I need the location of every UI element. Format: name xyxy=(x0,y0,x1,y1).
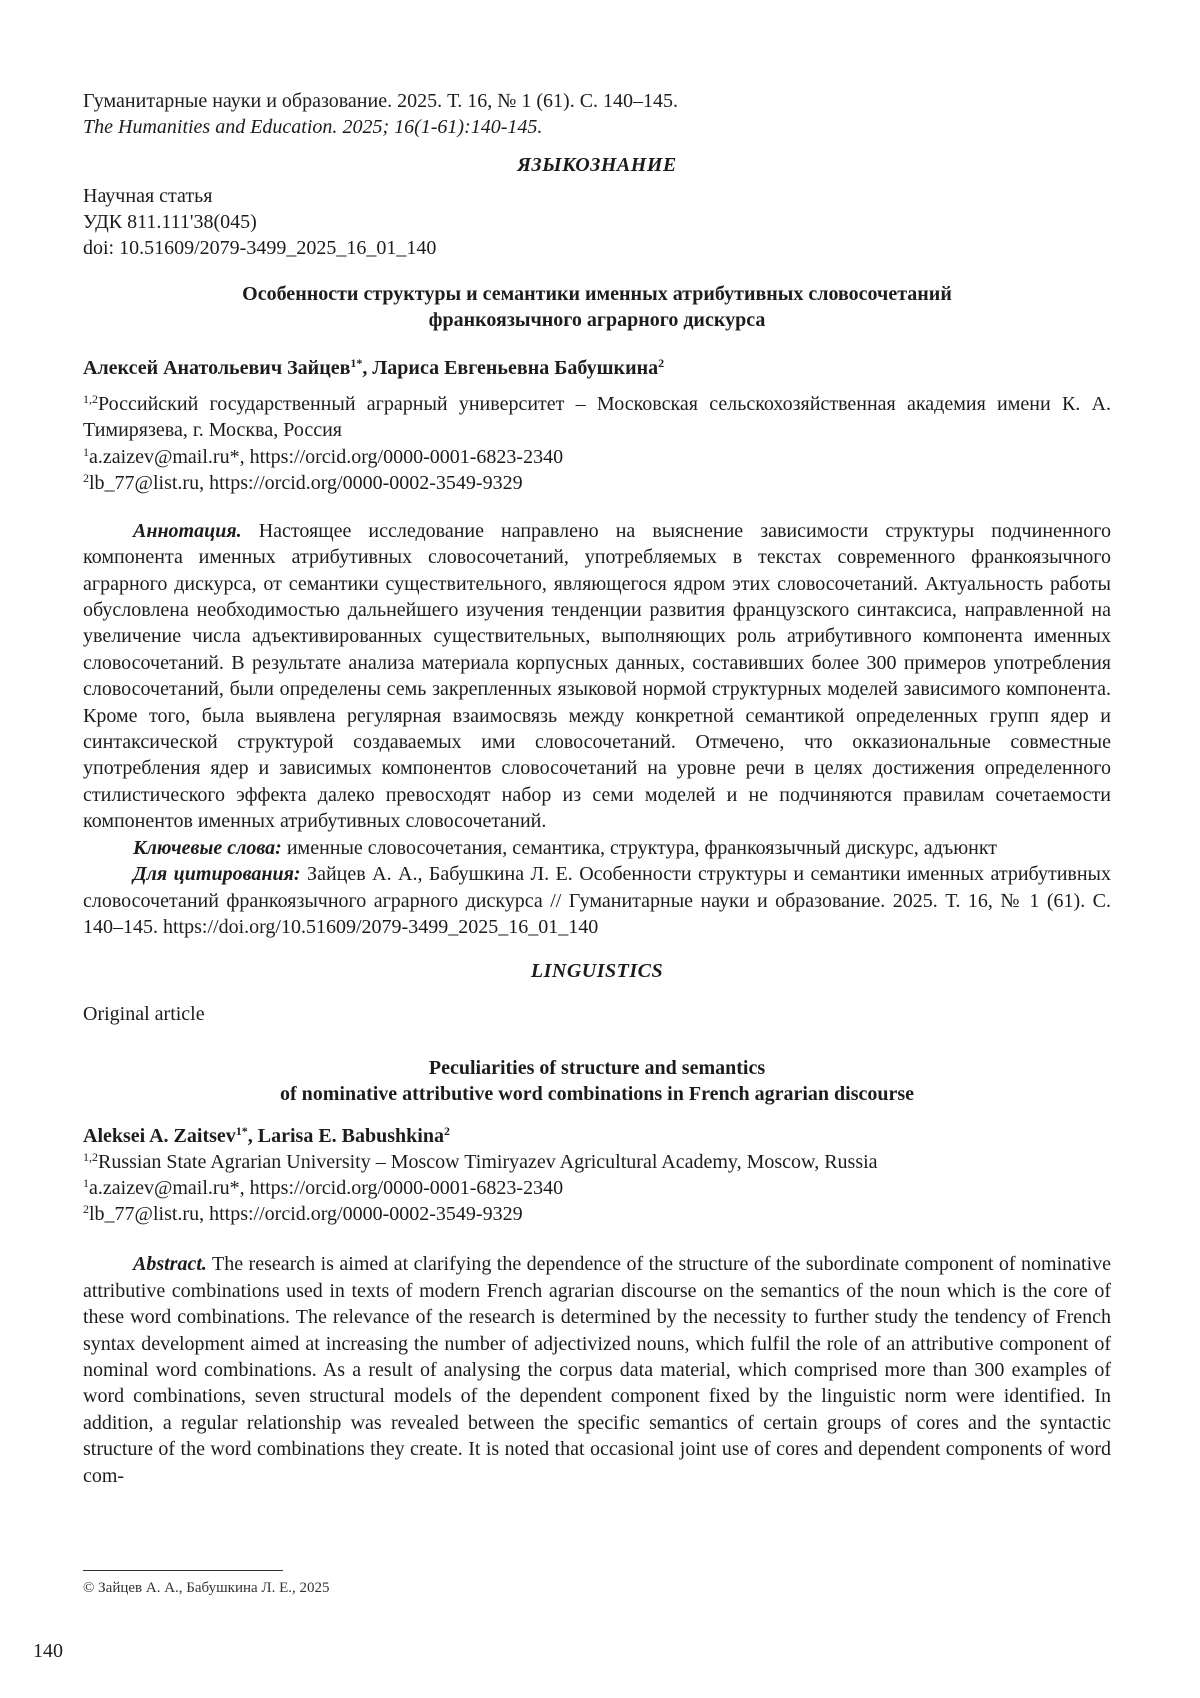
author-2-en: Larisa E. Babushkina xyxy=(257,1125,444,1148)
abstract-ru xyxy=(83,518,1111,835)
author-1-en: Aleksei A. Zaitsev xyxy=(83,1125,236,1148)
copyright-footnote: © Зайцев А. А., Бабушкина Л. Е., 2025 xyxy=(83,1580,330,1596)
affiliation-text: Российский государственный аграрный университет – Московская сельскохозяйственная академия имени К. А. Тимирязева, г. Москва, Россия xyxy=(83,393,1111,442)
email-1-en: $^1$a.zaizev@mail.ru*, https://orcid.org/0000-0001-6823-2340 xyxy=(83,1176,564,1200)
abstract-label-ru: Аннотация. xyxy=(133,519,242,542)
citation-text-ru: Зайцев А. А., Бабушкина Л. Е. Особенности структуры и семантики именных атрибутивных словосочетаний франкоязычного аграрного дискурса // Гуманитарные науки и образование. 2025. Т. 16, № 1 (61). С. 140–145. https://doi.org/10.51609/2079-3499_2025_16_01_140 xyxy=(83,863,1111,938)
citation-ru xyxy=(83,861,1111,940)
keywords-ru xyxy=(83,835,1111,861)
affiliation-ru xyxy=(83,391,1111,444)
article-page xyxy=(83,88,1111,1489)
email-2-en: $^2$lb_77@list.ru, https://orcid.org/0000-0002-3549-9329 xyxy=(83,1202,523,1226)
keywords-text-ru: именные словосочетания, семантика, структура, франкоязычный дискурс, адъюнкт xyxy=(286,836,998,859)
title-ru-line-1: Особенности структуры и семантики именных атрибутивных словосочетаний xyxy=(242,283,952,305)
abstract-text-ru: Настоящее исследование направлено на выяснение зависимости структуры подчиненного компонента именных атрибутивных словосочетаний, употребляемых в текстах современного франкоязычного аграрного дискурса, от семантики существительного, являющегося ядром этих словосочетаний. Актуальность работы обусловлена необходимостью дальнейшего изучения тенденции развития французского синтаксиса, направленной на увеличение числа адъективированных существительных, выполняющих роль атрибутивного компонента именных словосочетаний. В результате анализа материала корпусных данных, составивших более 300 примеров употребления словосочетаний, были определены семь закрепленных языковой нормой структурных моделей зависимого компонента. Кроме того, была выявлена регулярная взаимосвязь между конкретной семантикой определенных групп ядер и синтаксической структурой создаваемых ими словосочетаний. Отмечено, что окказиональные совместные употребления ядер и зависимых компонентов словосочетаний на уровне речи в целях достижения определенного стилистического эффекта далеко превосходят набор из семи моделей и не подчиняются правилам сочетаемости компонентов именных атрибутивных словосочетаний. xyxy=(83,519,1112,833)
journal-name-en: The Humanities and Education. xyxy=(83,116,338,138)
email-1-ru: $^1$a.zaizev@mail.ru*, https://orcid.org/0000-0001-6823-2340 xyxy=(83,444,564,468)
affiliation-sup: 1,2 xyxy=(83,392,98,406)
section-heading-en: LINGUISTICS xyxy=(530,960,664,983)
title-ru-line-2: франкоязычного аграрного дискурса xyxy=(428,309,766,331)
article-type-en: Original article xyxy=(83,1003,205,1026)
article-type-ru: Научная статья xyxy=(83,185,213,207)
email-2-ru: $^2$lb_77@list.ru, https://orcid.org/0000-0002-3549-9329 xyxy=(83,470,523,494)
authors-en: Aleksei A. Zaitsev$^{1*}$, Larisa E. Babushkina$^2$ xyxy=(83,1124,450,1148)
title-en-line-2: of nominative attributive word combinations in French agrarian discourse xyxy=(279,1083,915,1106)
article-title-ru xyxy=(83,281,1111,333)
author-2-sup: 2 xyxy=(658,356,665,370)
keywords-label-ru: Ключевые слова: xyxy=(133,836,282,859)
footnote-divider xyxy=(83,1570,283,1571)
title-en-line-1: Peculiarities of structure and semantics xyxy=(428,1057,766,1080)
affiliation-en: $^{1,2}$Russian State Agrarian University – Moscow Timiryazev Agricultural Academy, Moscow, Russia xyxy=(83,1150,878,1174)
journal-citation-ru: Гуманитарные науки и образование. 2025. Т. 16, № 1 (61). С. 140–145. xyxy=(83,90,679,112)
page-number: 140 xyxy=(33,1640,63,1662)
journal-citation-en xyxy=(83,114,1111,140)
abstract-en xyxy=(83,1251,1111,1489)
abstract-label-en: Abstract. xyxy=(133,1253,207,1276)
citation-label-ru: Для цитирования: xyxy=(133,863,301,886)
author-1-sup: 1* xyxy=(350,356,363,370)
author-2-ru: Лариса Евгеньевна Бабушкина xyxy=(372,357,659,379)
authors-ru: Алексей Анатольевич Зайцев$^{1*}$, Лариса Евгеньевна Бабушкина$^2$ xyxy=(83,356,665,379)
section-heading-ru: ЯЗЫКОЗНАНИЕ xyxy=(517,154,677,176)
journal-issue-en: 2025; 16(1-61):140-145. xyxy=(337,116,543,138)
article-title-en xyxy=(83,1055,1111,1107)
udc-code: УДК 811.111'38(045) xyxy=(83,211,257,233)
abstract-text-en: The research is aimed at clarifying the dependence of the structure of the subordinate component of nominative attributive combinations used in texts of modern French agrarian discourse on the semantics of the noun which is the core of these word combinations. The relevance of the research is determined by the necessity to further study the tendency of French syntax development aimed at increasing the number of adjectivized nouns, which fulfil the role of an attributive component of nominal word combinations. As a result of analysing the corpus data material, which comprised more than 300 examples of word combinations, seven structural models of the dependent component fixed by the linguistic norm were identified. In addition, a regular relationship was revealed between the specific semantics of certain groups of cores and the syntactic structure of the word combinations they create. It is noted that occasional joint use of cores and dependent components of word com- xyxy=(83,1253,1112,1487)
doi: doi: 10.51609/2079-3499_2025_16_01_140 xyxy=(83,237,437,259)
author-1-ru: Алексей Анатольевич Зайцев xyxy=(83,357,351,379)
